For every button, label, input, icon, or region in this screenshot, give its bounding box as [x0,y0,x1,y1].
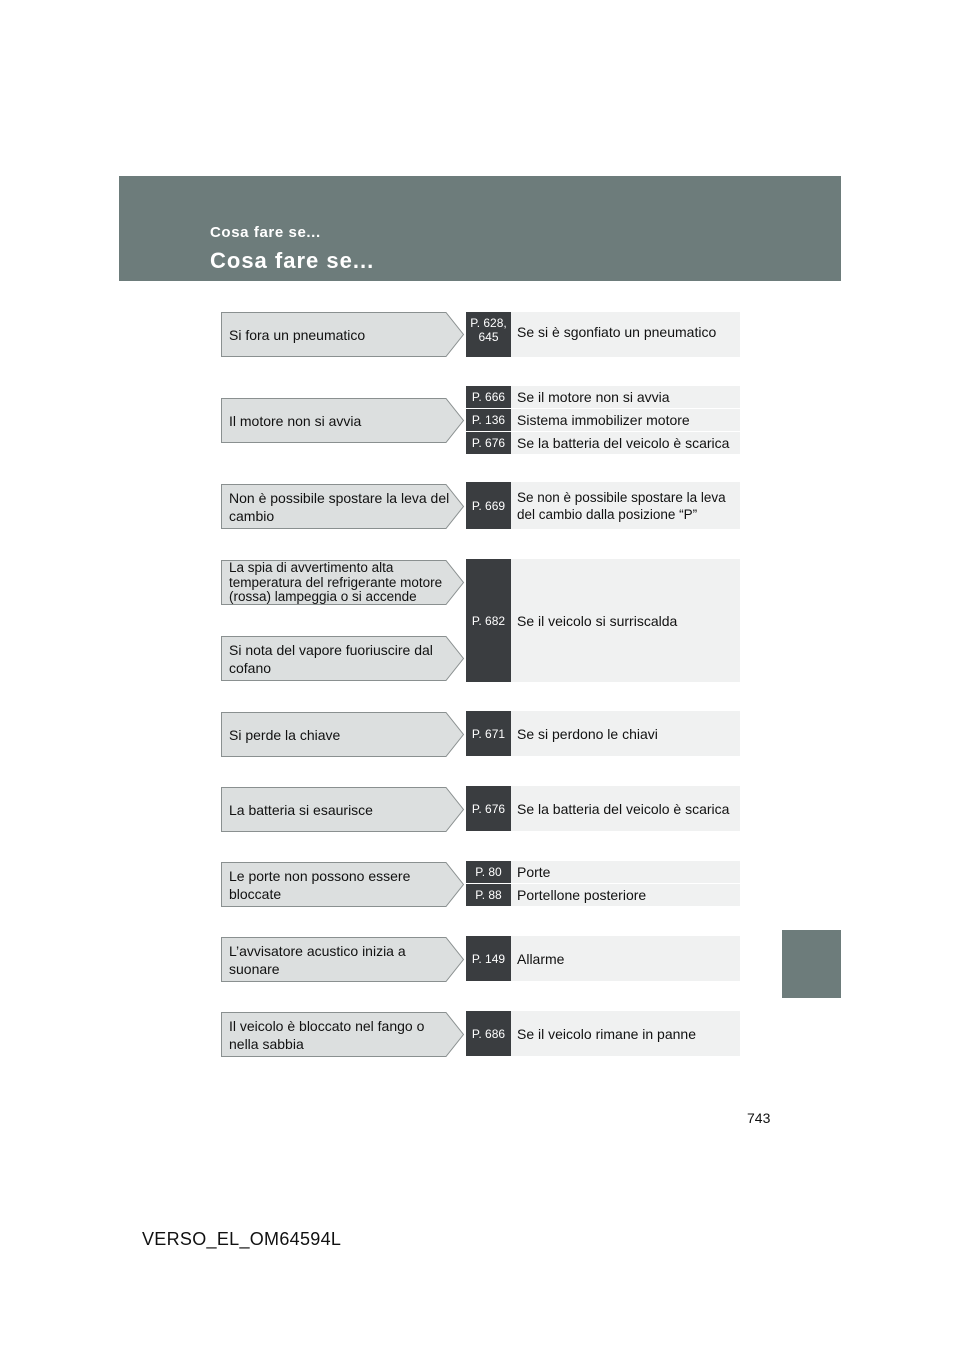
page-reference-badge: P. 88 [466,884,511,906]
document-id: VERSO_EL_OM64594L [142,1229,342,1249]
reference-row[interactable] [466,386,740,408]
reference-label: Allarme [517,950,565,967]
situation-doors-no-lock [221,862,464,907]
page-reference-badge: P. 669 [466,482,511,529]
page-reference-badge: P. 686 [466,1011,511,1056]
situation-label: La batteria si esaurisce [229,801,373,818]
reference-row[interactable] [466,482,740,529]
reference-row[interactable] [466,312,740,357]
situation-steam-hood [221,636,464,681]
page-reference-badge: P. 628, 645 [466,312,511,357]
situation-horn-sounds [221,937,464,982]
section-subtitle: Cosa fare se... [210,224,321,241]
situation-label: Non è possibile spostare la leva del cambio [229,489,450,524]
reference-label: Se la batteria del veicolo è scarica [517,800,730,817]
reference-row[interactable] [466,409,740,431]
situation-label: Si perde la chiave [229,726,341,743]
situation-battery-drained [221,787,464,832]
reference-label: Portellone posteriore [517,887,647,903]
page-reference-badge: P. 682 [466,559,511,682]
reference-row[interactable] [466,861,740,883]
situation-label: Le porte non possono essere bloccate [229,867,411,902]
page-reference-badge: P. 80 [466,861,511,883]
situation-shift-lever [221,484,464,529]
reference-label: Se il veicolo rimane in panne [517,1025,696,1042]
page-reference-badge: P. 136 [466,409,511,431]
reference-row[interactable] [466,936,740,981]
situation-flat-tire [221,312,464,357]
reference-label: Se la batteria del veicolo è scarica [517,435,730,451]
page-reference-badge: P. 149 [466,936,511,981]
situation-stuck-mud [221,1012,464,1057]
page-reference-badge: P. 666 [466,386,511,408]
situation-label: Si nota del vapore fuoriuscire dal cofano [229,641,433,676]
reference-row[interactable] [466,711,740,756]
reference-label: Se non è possibile spostare la leva del cambio dalla posizione “P” [517,489,726,522]
situation-label: Il motore non si avvia [229,412,362,429]
reference-row[interactable] [466,432,740,454]
situation-temperature-warning [221,560,464,605]
section-title: Cosa fare se... [210,248,375,273]
page-reference-badge: P. 676 [466,786,511,831]
reference-row[interactable] [466,786,740,831]
situation-label: L’avvisatore acustico inizia a suonare [229,942,406,977]
situation-lost-key [221,712,464,757]
page-reference-badge: P. 676 [466,432,511,454]
reference-label: Se il veicolo si surriscalda [517,612,678,629]
reference-label: Porte [517,864,551,880]
section-header [119,176,841,281]
reference-row[interactable] [466,559,740,682]
reference-label: Se il motore non si avvia [517,389,670,405]
situation-label: Si fora un pneumatico [229,326,366,343]
reference-label: Se si è sgonfiato un pneumatico [517,324,717,340]
situation-label: Il veicolo è bloccato nel fango o nella sabbia [229,1017,425,1052]
situation-label: La spia di avvertimento alta temperatura del refrigerante motore (rossa) lampeggia o si accende [229,560,443,604]
page-reference-badge: P. 671 [466,711,511,756]
reference-row[interactable] [466,884,740,906]
reference-label: Sistema immobilizer motore [517,412,690,428]
situation-engine-no-start [221,398,464,443]
chapter-tab [782,930,841,998]
reference-row[interactable] [466,1011,740,1056]
reference-label: Se si perdono le chiavi [517,725,658,742]
page-number: 743 [747,1110,771,1126]
